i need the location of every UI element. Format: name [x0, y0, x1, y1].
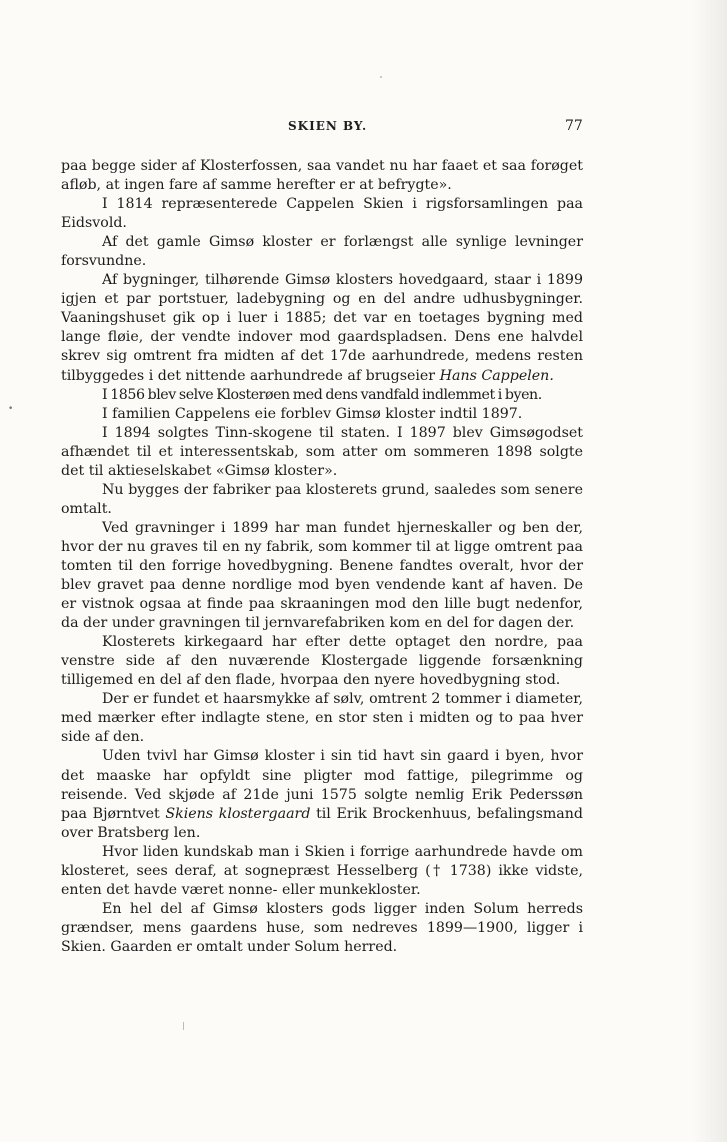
paragraph	[61, 843, 583, 900]
text-run: Nu bygges der fabriker paa klosterets grund, saaledes som senere omtalt.	[61, 481, 583, 517]
paragraph	[61, 195, 583, 233]
paragraph	[61, 405, 583, 424]
paragraph	[61, 233, 583, 271]
margin-mark: •	[8, 404, 14, 414]
paragraph	[61, 519, 583, 633]
paragraph	[61, 424, 583, 481]
paragraph	[61, 690, 583, 747]
text-run: Uden tvivl har Gimsø kloster i sin tid havt sin gaard i byen, hvor det maaske har opfyldt sine pligter mod fattige, pilegrimme og reisende. Ved skjøde af 21de juni 1575 solgte nemlig Erik Pederssøn paa Bjørntvet	[61, 748, 583, 822]
body-text	[61, 157, 583, 957]
paragraph	[61, 157, 583, 195]
page-number: 77	[565, 118, 583, 134]
paper-speck	[380, 76, 382, 78]
text-run: I 1814 repræsenterede Cappelen Skien i rigsforsamlingen paa Eidsvold.	[61, 196, 583, 232]
text-run: I familien Cappelens eie forblev Gimsø kloster indtil 1897.	[102, 405, 523, 422]
paragraph	[61, 386, 583, 405]
running-head	[0, 119, 727, 139]
running-title: SKIEN BY.	[288, 119, 368, 133]
italic-name: Hans Cappelen.	[439, 367, 554, 384]
page-edge-shadow	[691, 0, 727, 1142]
paragraph	[61, 747, 583, 842]
text-run: En hel del af Gimsø klosters gods ligger inden Solum herreds grændser, mens gaardens huse, som nedreves 1899—1900, ligger i Skien. Gaarden er omtalt under Solum herred.	[61, 900, 583, 955]
text-run: Klosterets kirkegaard har efter dette optaget den nordre, paa venstre side af den nuværende Klostergade liggende forsænkning tilligemed en del af den flade, hvorpaa den nyere hovedbygning stod.	[61, 634, 583, 689]
italic-name: Skiens klostergaard	[165, 805, 311, 822]
text-run: I 1894 solgtes Tinn-skogene til staten. I 1897 blev Gimsøgodset afhændet til et interessentskab, som atter om sommeren 1898 solgte det til aktieselskabet «Gimsø kloster».	[61, 424, 583, 479]
paper-speck	[183, 1022, 184, 1030]
paragraph	[61, 271, 583, 385]
text-run: I 1856 blev selve Klosterøen med dens vandfald indlemmet i byen.	[102, 386, 542, 403]
text-run: Hvor liden kundskab man i Skien i forrige aarhundrede havde om klosteret, sees deraf, at sognepræst Hesselberg († 1738) ikke vidste, enten det havde været nonne- eller munkekloster.	[61, 843, 583, 898]
text-run: Der er fundet et haarsmykke af sølv, omtrent 2 tommer i diameter, med mærker efter indlagte stene, en stor sten i midten og to paa hver side af den.	[61, 691, 583, 746]
paragraph	[61, 481, 583, 519]
text-run: paa begge sider af Klosterfossen, saa vandet nu har faaet et saa forøget afløb, at ingen fare af samme herefter er at befrygte».	[61, 158, 583, 194]
paragraph	[61, 900, 583, 957]
text-run: Af bygninger, tilhørende Gimsø klosters hovedgaard, staar i 1899 igjen et par portstuer, ladebygning og en del andre udhusbygninger. Vaaningshuset gik op i luer i 1885; det var en toetages bygning med lange fløie, der vendte indover mod gaardspladsen. Dens ene halvdel skrev sig omtrent fra midten af det 17de aarhundrede, medens resten tilbyggedes i det nittende aarhundrede af brugseier	[61, 272, 583, 384]
text-run: til Erik Brockenhuus, befalingsmand over Bratsberg len.	[61, 805, 583, 841]
paragraph	[61, 633, 583, 690]
text-run: Af det gamle Gimsø kloster er forlængst alle synlige levninger forsvundne.	[61, 234, 583, 270]
text-run: Ved gravninger i 1899 har man fundet hjerneskaller og ben der, hvor der nu graves til en ny fabrik, som kommer til at ligge omtrent paa tomten til den forrige hovedbygning. Benene fandtes overalt, hvor der blev gravet paa denne nordlige mod byen vendende kant af haven. De er vistnok ogsaa at finde paa skraaningen mod den lille bugt nedenfor, da der under gravningen til jernvarefabriken kom en del for dagen der.	[61, 519, 583, 632]
